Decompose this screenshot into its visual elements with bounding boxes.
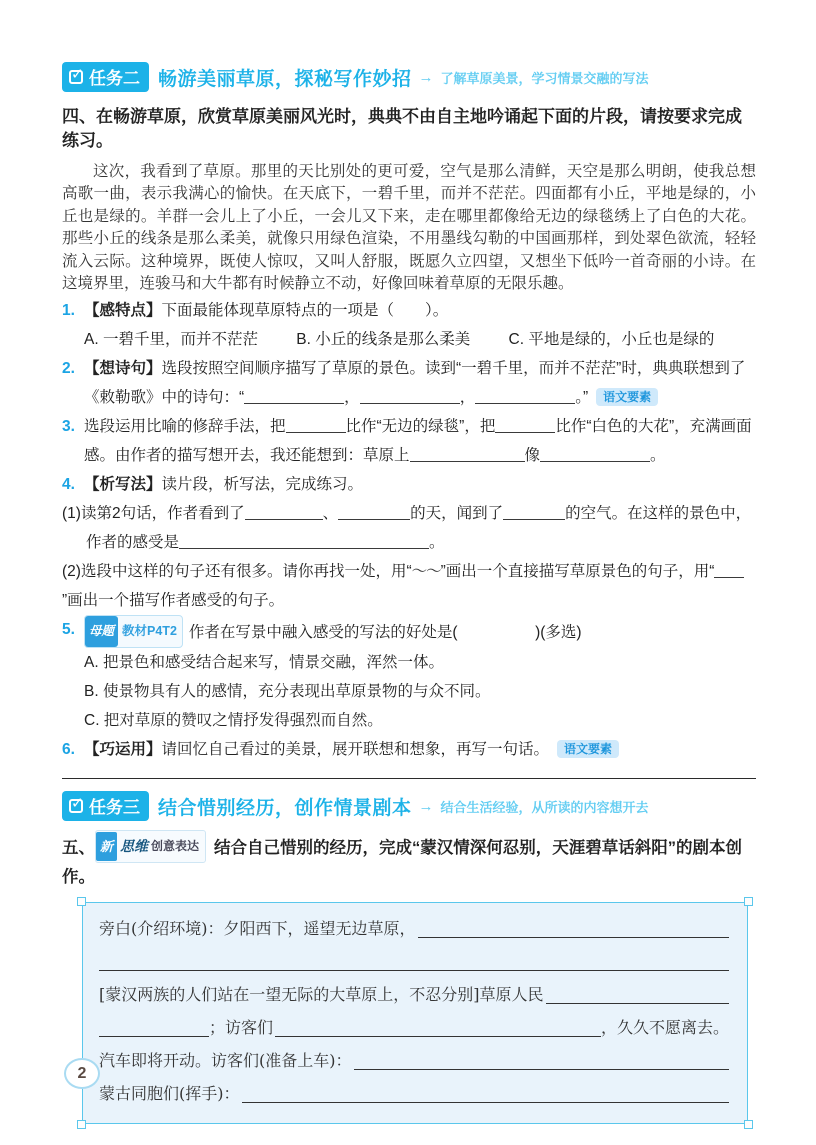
question-4-sub1-text-2: 的天，闻到了 [410,505,504,523]
question-4 [62,470,756,499]
question-3-text-1: 选段运用比喻的修辞手法，把 [84,418,286,436]
corner-ornament [77,897,86,906]
stage-direction-text: [蒙汉两族的人们站在一望无际的大草原上，不忍分别]草原人民 [99,985,544,1005]
answer-blank[interactable] [546,1003,730,1004]
answer-blank[interactable] [714,560,744,578]
question-6-tag: 【巧运用】 [84,741,162,759]
question-4-sub1-text-4: 作者的感受是 [86,534,180,552]
script-line-mongolian [99,1074,729,1107]
question-6-number: 6. [62,741,75,759]
task3-title: 结合惜别经历，创作情景剧本 [158,797,412,819]
mongolian-text: 蒙古同胞们(挥手)： [99,1084,240,1104]
question-4-sub2-text-3: ”画出一个描写作者感受的句子。 [62,592,285,610]
question-5 [62,615,756,735]
answer-blank[interactable] [245,502,323,520]
muti-ref: 教材P4T2 [122,624,177,639]
option-b[interactable]: B. 使景物具有人的感情，充分表现出草原景物的与众不同。 [84,683,491,701]
question-3 [62,412,756,470]
answer-blank[interactable] [503,502,565,520]
answer-blank[interactable] [354,1069,730,1070]
question-list [62,296,756,764]
visitors-label: ；访客们 [209,1018,274,1038]
narration-text: 旁白(介绍环境)：夕阳西下，遥望无边草原， [99,919,416,939]
section4-intro: 四、在畅游草原，欣赏草原美丽风光时，典典不由自主地吟诵起下面的片段，请按要求完成练习。 [62,107,742,150]
question-4-sub2-text-1: (2)选段中这样的句子还有很多。请你再找一处，用“ [62,563,412,581]
answer-blank[interactable] [418,937,730,938]
corner-ornament [77,1120,86,1129]
visitors-end-text: ，久久不愿离去。 [600,1018,729,1038]
separator: ， [344,389,360,407]
question-4-sub1-sep: 、 [322,505,339,523]
muti-source-tag [84,615,183,648]
question-1-text: 下面最能体现草原特点的一项是（ ）。 [161,302,449,320]
answer-blank[interactable] [99,970,729,971]
question-4-number: 4. [62,476,75,494]
arrow-right-icon: → [418,68,434,86]
question-3-text-3: 比作“白色的大花”，充满画面感。由作者的描写想开去，我还能想到：草原上 [84,418,752,465]
new-chip: 新 [96,832,117,861]
task2-title: 畅游美丽草原，探秘写作妙招 [158,68,412,90]
answer-blank[interactable] [286,415,346,433]
question-4-sub2 [62,557,756,615]
script-line-continuation [99,942,729,975]
answer-blank[interactable] [410,444,525,462]
question-2 [62,354,756,412]
answer-blank[interactable] [179,531,429,549]
question-3-text-2: 比作“无边的绿毯”，把 [345,418,496,436]
yuwen-yaosu-badge: 语文要素 [596,388,658,406]
page-content [62,62,756,1124]
answer-blank[interactable] [338,502,410,520]
question-6-text: 请回忆自己看过的美景，展开联想和想象，再写一句话。 [161,741,550,759]
task3-subtitle: 结合生活经验，从所读的内容想开去 [440,799,649,815]
task2-header [62,62,756,92]
question-3-number: 3. [62,418,75,436]
checkbox-check-icon [69,799,83,813]
question-5-text: 作者在写景中融入感受的写法的好处是( )(多选) [188,624,582,642]
option-c[interactable]: C. 把对草原的赞叹之情抒发得强烈而自然。 [84,712,383,730]
section5-number: 五、 [62,839,95,858]
task2-badge-label: 任务二 [89,69,140,88]
question-3-text-5: 。 [650,447,666,465]
question-4-text: 读片段，析写法，完成练习。 [161,476,364,494]
new-sub: 创意表达 [151,839,200,854]
answer-blank[interactable] [99,1036,209,1037]
section5-intro [62,830,756,892]
script-line-narration [99,909,729,942]
question-1-tag: 【感特点】 [84,302,162,320]
answer-blank[interactable] [360,386,460,404]
question-4-sub1-end: 。 [429,534,445,552]
question-4-sub2-text-2: ”画出一个直接描写草原景色的句子，用“ [440,563,715,581]
corner-ornament [744,1120,753,1129]
question-4-sub1-text-1: (1)读第2句话，作者看到了 [62,505,245,523]
task2-badge [62,62,149,92]
section-divider [62,778,756,779]
question-6 [62,735,756,764]
question-1-number: 1. [62,302,75,320]
section5-text: 结合自己惜别的经历，完成“蒙汉情深何忍别，天涯碧草话斜阳”的剧本创作。 [62,839,743,887]
new-thinking-tag [95,830,206,863]
checkbox-check-icon [69,70,83,84]
separator: ， [459,389,476,407]
answer-blank[interactable] [475,386,575,404]
yuwen-yaosu-badge: 语文要素 [557,740,619,758]
question-2-end: 。” [575,389,589,407]
option-a[interactable]: A. 把景色和感受结合起来写，情景交融，浑然一体。 [84,654,444,672]
task3-badge [62,791,149,821]
answer-blank[interactable] [275,1036,601,1037]
answer-blank[interactable] [495,415,555,433]
task3-header [62,791,756,821]
option-b[interactable]: B. 小丘的线条是那么柔美 [296,331,471,349]
wavy-line-symbol: ～～ [411,563,441,581]
question-5-number: 5. [62,621,75,639]
question-4-tag: 【析写法】 [84,476,162,494]
task3-badge-label: 任务三 [89,798,140,818]
question-2-tag: 【想诗句】 [84,360,162,378]
muti-chip: 母题 [85,616,118,647]
task2-subtitle: 了解草原美景，学习情景交融的写法 [440,70,649,86]
option-a[interactable]: A. 一碧千里，而并不茫茫 [84,331,258,349]
script-writing-box [82,902,748,1124]
corner-ornament [744,897,753,906]
question-3-text-4: 像 [524,447,541,465]
question-1-options [84,325,756,354]
question-1 [62,296,756,354]
script-line-visitors [99,1008,729,1041]
departure-text: 汽车即将开动。访客们(准备上车)： [99,1051,352,1071]
question-4-sub1-text-3: 的空气。在这样的景色中， [565,505,752,523]
page-number: 2 [64,1058,100,1089]
answer-blank[interactable] [540,444,650,462]
script-line-stage-direction [99,975,729,1008]
reading-passage: 这次，我看到了草原。那里的天比别处的更可爱，空气是那么清鲜，天空是那么明朗，使我总想高歌一曲，表示我满心的愉快。在天底下，一碧千里，而并不茫茫。四面都有小丘，平地是绿的，小丘也是绿的。羊群一会儿上了小丘，一会儿又下来，走在哪里都像给无边的绿毯绣上了白色的大花。那些小丘的线条是那么柔美，就像只用绿色渲染，不用墨线勾勒的中国画那样，到处翠色欲流，轻轻流入云际。这种境界，既使人惊叹，又叫人舒服，既愿久立四望，又想坐下低吟一首奇丽的小诗。在这境界里，连骏马和大牛都有时候静立不动，好像回味着草原的无限乐趣。 [62,162,756,293]
question-2-number: 2. [62,360,75,378]
answer-blank[interactable] [242,1102,730,1103]
arrow-right-icon: → [418,797,434,815]
answer-blank[interactable] [244,386,344,404]
new-mid: 思维 [120,838,149,855]
option-c[interactable]: C. 平地是绿的，小丘也是绿的 [508,331,715,349]
script-line-departure [99,1041,729,1074]
question-4-sub1 [62,499,756,557]
question-2-text: 选段按照空间顺序描写了草原的景色。读到“一碧千里，而并不茫茫”时，典典联想到了《敕勒歌》中的诗句：“ [84,360,746,407]
